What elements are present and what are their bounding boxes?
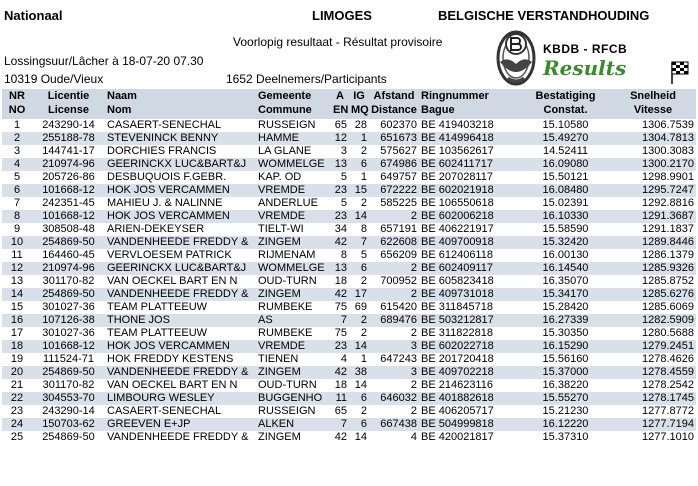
cell-commune: ZINGEM [256, 288, 331, 301]
cell-nr: 19 [2, 353, 32, 366]
table-row [2, 171, 696, 184]
cell-license: 242351-45 [32, 197, 105, 210]
cell-license: 301027-36 [32, 301, 105, 314]
col-header-entered: A EN [331, 89, 349, 119]
cell-ring: BE 106550618 [419, 197, 521, 210]
logo-results-text: Results [543, 56, 627, 80]
cell-speed: 1285.6276 [610, 288, 696, 301]
cell-distance: 2 [369, 288, 419, 301]
table-row [2, 275, 696, 288]
cell-marked: 1 [349, 353, 369, 366]
cell-nr: 25 [2, 431, 32, 444]
cell-marked: 6 [349, 392, 369, 405]
cell-speed: 1291.1837 [610, 223, 696, 236]
cell-speed: 1277.8772 [610, 405, 696, 418]
cell-distance: 2 [369, 210, 419, 223]
cell-ring: BE 401882618 [419, 392, 521, 405]
cell-commune: TIELT-WI [256, 223, 331, 236]
cell-marked: 14 [349, 379, 369, 392]
cell-entered: 42 [331, 288, 349, 301]
table-row [2, 340, 696, 353]
participants-count: 1652 Deelnemers/Participants [226, 72, 387, 86]
cell-nr: 9 [2, 223, 32, 236]
cell-ring: BE 602409117 [419, 262, 521, 275]
cell-entered: 42 [331, 366, 349, 379]
cell-nr: 8 [2, 210, 32, 223]
logo-kbdb-text: KBDB - RFCB [543, 42, 628, 56]
cell-entered: 23 [331, 210, 349, 223]
cell-marked: 2 [349, 275, 369, 288]
table-row [2, 184, 696, 197]
table-row [2, 119, 696, 132]
cell-arrival: 15.58590 [521, 223, 610, 236]
table-row [2, 405, 696, 418]
table-row [2, 236, 696, 249]
cell-ring: BE 504999818 [419, 418, 521, 431]
cell-license: 107126-38 [32, 314, 105, 327]
cell-ring: BE 419403218 [419, 119, 521, 132]
table-row [2, 353, 696, 366]
table-row [2, 145, 696, 158]
cell-arrival: 15.34170 [521, 288, 610, 301]
cell-distance: 585225 [369, 197, 419, 210]
cell-nr: 6 [2, 184, 32, 197]
cell-commune: TIENEN [256, 353, 331, 366]
cell-entered: 23 [331, 340, 349, 353]
results-table [2, 89, 696, 444]
cell-name: CASAERT-SENECHAL [105, 405, 256, 418]
cell-commune: LA GLANE [256, 145, 331, 158]
table-row [2, 158, 696, 171]
cell-ring: BE 409702218 [419, 366, 521, 379]
cell-name: MAHIEU J. & NALINNE [105, 197, 256, 210]
cell-distance: 2 [369, 379, 419, 392]
cell-speed: 1306.7539 [610, 119, 696, 132]
cell-arrival: 16.08480 [521, 184, 610, 197]
cell-commune: OUD-TURN [256, 379, 331, 392]
cell-nr: 5 [2, 171, 32, 184]
cell-license: 243290-14 [32, 119, 105, 132]
cell-marked: 6 [349, 158, 369, 171]
cell-arrival: 16.35070 [521, 275, 610, 288]
cell-commune: BUGGENHO [256, 392, 331, 405]
cell-speed: 1278.4626 [610, 353, 696, 366]
cell-license: 210974-96 [32, 158, 105, 171]
result-subtitle: Voorlopig resultaat - Résultat provisoire [233, 35, 443, 49]
cell-speed: 1295.7247 [610, 184, 696, 197]
cell-arrival: 14.52411 [521, 145, 610, 158]
cell-distance: 651673 [369, 132, 419, 145]
cell-nr: 3 [2, 145, 32, 158]
cell-arrival: 15.28420 [521, 301, 610, 314]
cell-entered: 65 [331, 405, 349, 418]
cell-marked: 1 [349, 132, 369, 145]
cell-marked: 15 [349, 184, 369, 197]
cell-arrival: 15.21230 [521, 405, 610, 418]
cell-speed: 1278.1745 [610, 392, 696, 405]
cell-license: 308508-48 [32, 223, 105, 236]
cell-speed: 1278.2542 [610, 379, 696, 392]
cell-name: HOK JOS VERCAMMEN [105, 340, 256, 353]
cell-marked: 38 [349, 366, 369, 379]
cell-marked: 14 [349, 431, 369, 444]
cell-arrival: 15.50121 [521, 171, 610, 184]
col-header-marked: IG MQ [349, 89, 369, 119]
cell-name: LIMBOURG WESLEY [105, 392, 256, 405]
cell-nr: 4 [2, 158, 32, 171]
table-row [2, 366, 696, 379]
cell-distance: 2 [369, 262, 419, 275]
table-row [2, 262, 696, 275]
cell-ring: BE 503212817 [419, 314, 521, 327]
cell-nr: 17 [2, 327, 32, 340]
cell-speed: 1285.6069 [610, 301, 696, 314]
cell-entered: 7 [331, 314, 349, 327]
cell-entered: 13 [331, 158, 349, 171]
cell-name: VERVLOESEM PATRICK [105, 249, 256, 262]
cell-entered: 7 [331, 418, 349, 431]
cell-ring: BE 409731018 [419, 288, 521, 301]
cell-entered: 5 [331, 197, 349, 210]
cell-entered: 18 [331, 275, 349, 288]
cell-arrival: 15.49270 [521, 132, 610, 145]
cell-marked: 14 [349, 340, 369, 353]
cell-distance: 575627 [369, 145, 419, 158]
cell-commune: RUMBEKE [256, 327, 331, 340]
results-body [2, 119, 696, 444]
cell-distance: 3 [369, 340, 419, 353]
col-header-license: Licentie License [32, 89, 105, 119]
bond-title: BELGISCHE VERSTANDHOUDING [438, 8, 650, 23]
cell-commune: OUD-TURN [256, 275, 331, 288]
cell-commune: ZINGEM [256, 431, 331, 444]
col-header-nr: NR NO [2, 89, 32, 119]
release-time: Lossingsuur/Lâcher à 18-07-20 07.30 [4, 54, 204, 68]
cell-speed: 1300.3083 [610, 145, 696, 158]
cell-license: 111524-71 [32, 353, 105, 366]
cell-speed: 1282.5909 [610, 314, 696, 327]
cell-distance: 2 [369, 405, 419, 418]
cell-nr: 10 [2, 236, 32, 249]
col-header-distance: Afstand Distance [369, 89, 419, 119]
table-row [2, 301, 696, 314]
cell-nr: 7 [2, 197, 32, 210]
cell-arrival: 15.55270 [521, 392, 610, 405]
table-row [2, 210, 696, 223]
cell-license: 254869-50 [32, 288, 105, 301]
table-row [2, 379, 696, 392]
cell-entered: 42 [331, 431, 349, 444]
cell-speed: 1298.9901 [610, 171, 696, 184]
cell-license: 301170-82 [32, 379, 105, 392]
table-row [2, 431, 696, 444]
cell-entered: 18 [331, 379, 349, 392]
cell-nr: 2 [2, 132, 32, 145]
cell-entered: 11 [331, 392, 349, 405]
cell-nr: 12 [2, 262, 32, 275]
table-row [2, 132, 696, 145]
cell-distance: 689476 [369, 314, 419, 327]
cell-name: GREEVEN E+JP [105, 418, 256, 431]
cell-distance: 615420 [369, 301, 419, 314]
cell-ring: BE 414996418 [419, 132, 521, 145]
cell-arrival: 16.10330 [521, 210, 610, 223]
cell-arrival: 16.15290 [521, 340, 610, 353]
cell-commune: RUSSEIGN [256, 119, 331, 132]
cell-marked: 6 [349, 262, 369, 275]
loft-info: 10319 Oude/Vieux [4, 72, 104, 86]
cell-ring: BE 409700918 [419, 236, 521, 249]
cell-commune: KAP. OD [256, 171, 331, 184]
cell-marked: 6 [349, 418, 369, 431]
cell-distance: 672222 [369, 184, 419, 197]
cell-license: 255188-78 [32, 132, 105, 145]
cell-speed: 1285.8752 [610, 275, 696, 288]
cell-entered: 42 [331, 236, 349, 249]
col-header-commune: Gemeente Commune [256, 89, 331, 119]
cell-nr: 1 [2, 119, 32, 132]
cell-name: THONE JOS [105, 314, 256, 327]
cell-ring: BE 602021918 [419, 184, 521, 197]
cell-nr: 20 [2, 366, 32, 379]
cell-marked: 2 [349, 145, 369, 158]
cell-distance: 4 [369, 431, 419, 444]
cell-entered: 12 [331, 132, 349, 145]
cell-distance: 656209 [369, 249, 419, 262]
cell-ring: BE 602411717 [419, 158, 521, 171]
cell-arrival: 15.32420 [521, 236, 610, 249]
cell-ring: BE 207028117 [419, 171, 521, 184]
cell-marked: 17 [349, 288, 369, 301]
cell-commune: HAMME [256, 132, 331, 145]
cell-distance: 622608 [369, 236, 419, 249]
cell-ring: BE 311845718 [419, 301, 521, 314]
cell-ring: BE 420021817 [419, 431, 521, 444]
cell-entered: 13 [331, 262, 349, 275]
cell-marked: 2 [349, 197, 369, 210]
cell-commune: RUSSEIGN [256, 405, 331, 418]
cell-speed: 1280.5688 [610, 327, 696, 340]
cell-nr: 18 [2, 340, 32, 353]
cell-ring: BE 406221917 [419, 223, 521, 236]
cell-arrival: 16.38220 [521, 379, 610, 392]
cell-distance: 674986 [369, 158, 419, 171]
cell-name: HOK JOS VERCAMMEN [105, 184, 256, 197]
cell-commune: WOMMELGE [256, 158, 331, 171]
table-row [2, 392, 696, 405]
col-header-ring: Ringnummer Bague [419, 89, 521, 119]
table-row [2, 197, 696, 210]
cell-speed: 1291.3687 [610, 210, 696, 223]
cell-license: 101668-12 [32, 210, 105, 223]
cell-ring: BE 612406118 [419, 249, 521, 262]
cell-marked: 8 [349, 223, 369, 236]
cell-name: ARIEN-DEKEYSER [105, 223, 256, 236]
cell-name: VANDENHEEDE FREDDY & [105, 236, 256, 249]
cell-name: TEAM PLATTEEUW [105, 327, 256, 340]
cell-speed: 1289.8446 [610, 236, 696, 249]
cell-entered: 3 [331, 145, 349, 158]
cell-commune: ALKEN [256, 418, 331, 431]
checkered-flag-icon [672, 62, 688, 84]
cell-ring: BE 602006218 [419, 210, 521, 223]
cell-marked: 14 [349, 210, 369, 223]
cell-commune: VREMDE [256, 340, 331, 353]
cell-license: 101668-12 [32, 184, 105, 197]
table-row [2, 223, 696, 236]
cell-arrival: 16.12220 [521, 418, 610, 431]
cell-name: VAN OECKEL BART EN N [105, 275, 256, 288]
cell-speed: 1304.7813 [610, 132, 696, 145]
cell-entered: 23 [331, 184, 349, 197]
table-row [2, 314, 696, 327]
cell-marked: 2 [349, 405, 369, 418]
cell-license: 210974-96 [32, 262, 105, 275]
cell-license: 150703-62 [32, 418, 105, 431]
table-row [2, 249, 696, 262]
cell-marked: 69 [349, 301, 369, 314]
cell-name: VANDENHEEDE FREDDY & [105, 431, 256, 444]
cell-name: HOK FREDDY KESTENS [105, 353, 256, 366]
cell-ring: BE 214623116 [419, 379, 521, 392]
cell-marked: 2 [349, 314, 369, 327]
pigeon-badge-icon [498, 32, 534, 84]
cell-entered: 5 [331, 171, 349, 184]
cell-arrival: 16.00130 [521, 249, 610, 262]
cell-nr: 23 [2, 405, 32, 418]
cell-entered: 75 [331, 327, 349, 340]
cell-arrival: 15.10580 [521, 119, 610, 132]
cell-distance: 667438 [369, 418, 419, 431]
cell-license: 101668-12 [32, 340, 105, 353]
cell-name: DORCHIES FRANCIS [105, 145, 256, 158]
cell-license: 301027-36 [32, 327, 105, 340]
cell-entered: 4 [331, 353, 349, 366]
cell-name: GEERINCKX LUC&BART&J [105, 262, 256, 275]
cell-speed: 1277.1010 [610, 431, 696, 444]
cell-commune: RUMBEKE [256, 301, 331, 314]
cell-ring: BE 201720418 [419, 353, 521, 366]
cell-speed: 1300.2170 [610, 158, 696, 171]
cell-commune: VREMDE [256, 210, 331, 223]
cell-entered: 75 [331, 301, 349, 314]
cell-commune: ZINGEM [256, 236, 331, 249]
cell-arrival: 15.37310 [521, 431, 610, 444]
cell-license: 301170-82 [32, 275, 105, 288]
cell-distance: 602370 [369, 119, 419, 132]
cell-entered: 34 [331, 223, 349, 236]
national-label: Nationaal [4, 8, 63, 23]
cell-nr: 16 [2, 314, 32, 327]
table-row [2, 288, 696, 301]
cell-name: HOK JOS VERCAMMEN [105, 210, 256, 223]
cell-nr: 24 [2, 418, 32, 431]
cell-speed: 1278.4559 [610, 366, 696, 379]
cell-ring: BE 605823418 [419, 275, 521, 288]
table-row [2, 418, 696, 431]
cell-arrival: 16.27339 [521, 314, 610, 327]
cell-license: 304553-70 [32, 392, 105, 405]
cell-license: 243290-14 [32, 405, 105, 418]
cell-license: 205726-86 [32, 171, 105, 184]
cell-entered: 8 [331, 249, 349, 262]
cell-license: 254869-50 [32, 366, 105, 379]
cell-entered: 65 [331, 119, 349, 132]
cell-speed: 1292.8816 [610, 197, 696, 210]
race-title: LIMOGES [312, 8, 372, 23]
cell-arrival: 15.02391 [521, 197, 610, 210]
cell-distance: 657191 [369, 223, 419, 236]
cell-speed: 1285.9326 [610, 262, 696, 275]
cell-commune: RIJMENAM [256, 249, 331, 262]
cell-distance: 647243 [369, 353, 419, 366]
table-header-row [2, 89, 696, 119]
col-header-name: Naam Nom [105, 89, 256, 119]
cell-distance: 649757 [369, 171, 419, 184]
cell-nr: 13 [2, 275, 32, 288]
cell-nr: 14 [2, 288, 32, 301]
cell-name: VAN OECKEL BART EN N [105, 379, 256, 392]
cell-arrival: 15.30350 [521, 327, 610, 340]
cell-commune: AS [256, 314, 331, 327]
cell-commune: WOMMELGE [256, 262, 331, 275]
cell-ring: BE 311822818 [419, 327, 521, 340]
cell-nr: 15 [2, 301, 32, 314]
table-row [2, 327, 696, 340]
cell-nr: 11 [2, 249, 32, 262]
cell-name: TEAM PLATTEEUW [105, 301, 256, 314]
cell-name: GEERINCKX LUC&BART&J [105, 158, 256, 171]
col-header-arrival: Bestatiging Constat. [521, 89, 610, 119]
cell-license: 164460-45 [32, 249, 105, 262]
cell-name: VANDENHEEDE FREDDY & [105, 366, 256, 379]
cell-marked: 1 [349, 171, 369, 184]
cell-license: 254869-50 [32, 431, 105, 444]
cell-arrival: 15.37000 [521, 366, 610, 379]
cell-marked: 2 [349, 327, 369, 340]
cell-arrival: 16.14540 [521, 262, 610, 275]
cell-nr: 21 [2, 379, 32, 392]
cell-license: 254869-50 [32, 236, 105, 249]
cell-commune: ZINGEM [256, 366, 331, 379]
cell-ring: BE 406205717 [419, 405, 521, 418]
cell-name: VANDENHEEDE FREDDY & [105, 288, 256, 301]
cell-arrival: 15.56160 [521, 353, 610, 366]
cell-speed: 1277.7194 [610, 418, 696, 431]
cell-distance: 646032 [369, 392, 419, 405]
cell-marked: 28 [349, 119, 369, 132]
cell-distance: 2 [369, 327, 419, 340]
cell-distance: 3 [369, 366, 419, 379]
cell-distance: 700952 [369, 275, 419, 288]
cell-name: CASAERT-SENECHAL [105, 119, 256, 132]
cell-marked: 7 [349, 236, 369, 249]
cell-marked: 5 [349, 249, 369, 262]
cell-nr: 22 [2, 392, 32, 405]
cell-commune: VREMDE [256, 184, 331, 197]
cell-license: 144741-17 [32, 145, 105, 158]
cell-ring: BE 103562617 [419, 145, 521, 158]
cell-speed: 1286.1379 [610, 249, 696, 262]
cell-commune: ANDERLUE [256, 197, 331, 210]
col-header-speed: Snelheid Vitesse [610, 89, 696, 119]
cell-name: STEVENINCK BENNY [105, 132, 256, 145]
cell-arrival: 16.09080 [521, 158, 610, 171]
cell-speed: 1279.2451 [610, 340, 696, 353]
cell-name: DESBUQUOIS F.GEBR. [105, 171, 256, 184]
cell-ring: BE 602022718 [419, 340, 521, 353]
